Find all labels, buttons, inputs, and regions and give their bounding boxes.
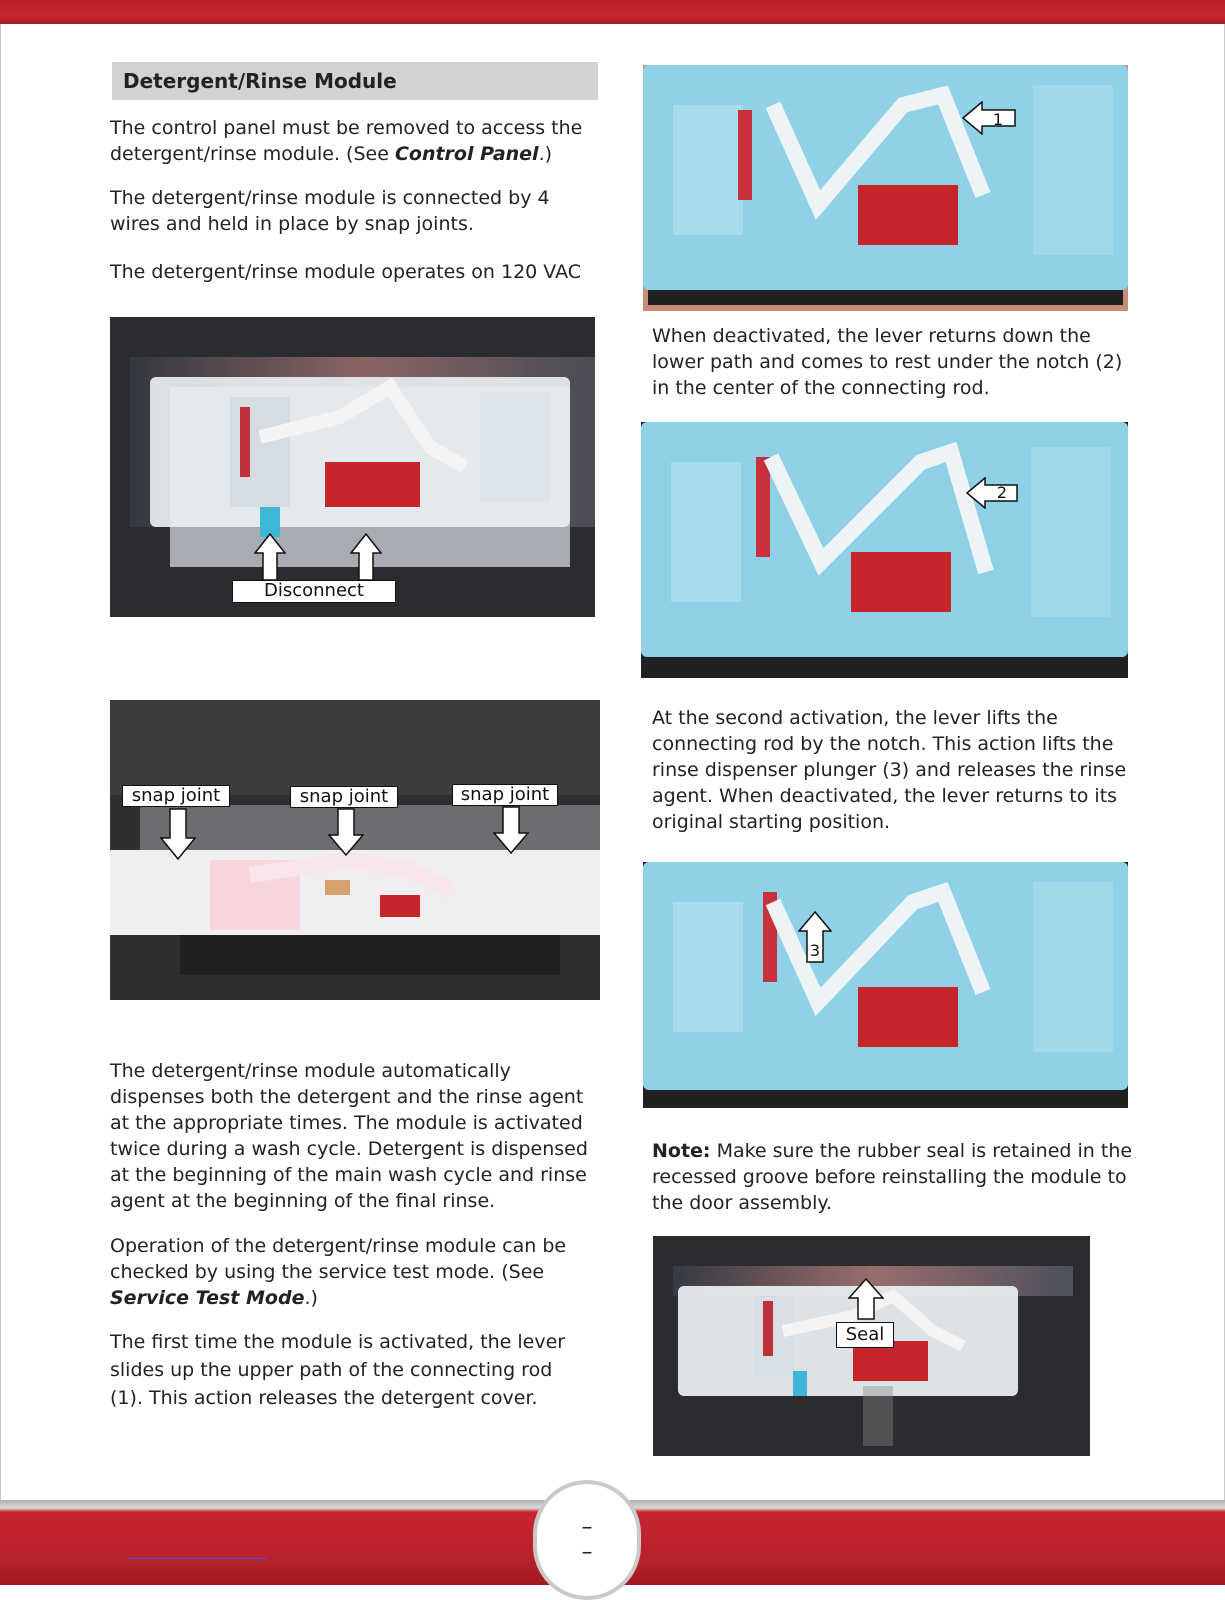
snap-joint-callout-right: snap joint [452,784,558,806]
connecting-rod-photo-2 [641,422,1128,678]
arrow-down-icon [160,808,196,860]
disconnect-callout: Disconnect [232,580,396,603]
note-label: Note: [652,1140,711,1162]
first-activation-paragraph: The first time the module is activated, the lever slides up the upper path of the connecting rod (1). This action releases the detergent cover. [110,1331,566,1409]
page-number: – – [581,1515,615,1565]
voltage-paragraph: The detergent/rinse module operates on 120 VAC [110,261,582,283]
control-panel-reference: Control Panel [394,143,539,165]
deactivated-paragraph: When deactivated, the lever returns down the lower path and comes to rest under the notch (2) in the center of the connecting rod. [652,325,1123,399]
connecting-rod-photo-1 [643,65,1128,311]
second-activation-paragraph: At the second activation, the lever lifts the connecting rod by the notch. This action lifts the rinse dispenser plunger (3) and releases the rinse agent. When deactivated, the lever returns to its original starting position. [652,707,1127,833]
callout-number-3: 3 [809,941,821,960]
arrow-up-icon [848,1278,884,1320]
service-test-mode-reference: Service Test Mode [110,1287,305,1309]
seal-callout: Seal [836,1322,894,1348]
service-test-paragraph: Operation of the detergent/rinse module can be checked by using the service test mode. (See Service Test Mode.) [110,1235,567,1309]
snap-joint-callout-center: snap joint [290,786,398,808]
arrow-down-icon [328,808,364,856]
callout-number-1: 1 [992,110,1004,129]
top-red-band [0,0,1225,24]
intro-paragraph: The control panel must be removed to access the detergent/rinse module. (See Control Panel.) [110,117,583,165]
automatic-dispense-paragraph: The detergent/rinse module automatically dispenses both the detergent and the rinse agent at the appropriate times. The module is activated twice during a wash cycle. Detergent is dispensed at the beginning of the main wash cycle and rinse agent at the beginning of the final rinse. [110,1060,588,1212]
snap-joint-callout-left: snap joint [122,785,230,807]
arrow-down-icon [493,806,529,854]
arrow-up-icon [350,533,382,581]
connecting-rod-photo-3 [643,862,1128,1108]
arrow-up-icon [254,533,286,581]
note-paragraph: Note: Make sure the rubber seal is retained in the recessed groove before reinstalling the module to the door assembly. [652,1140,1133,1214]
wires-paragraph: The detergent/rinse module is connected by 4 wires and held in place by snap joints. [110,187,550,235]
section-title: Detergent/Rinse Module [112,62,598,100]
footer-link-underline [128,1558,268,1559]
callout-number-2: 2 [996,483,1008,502]
